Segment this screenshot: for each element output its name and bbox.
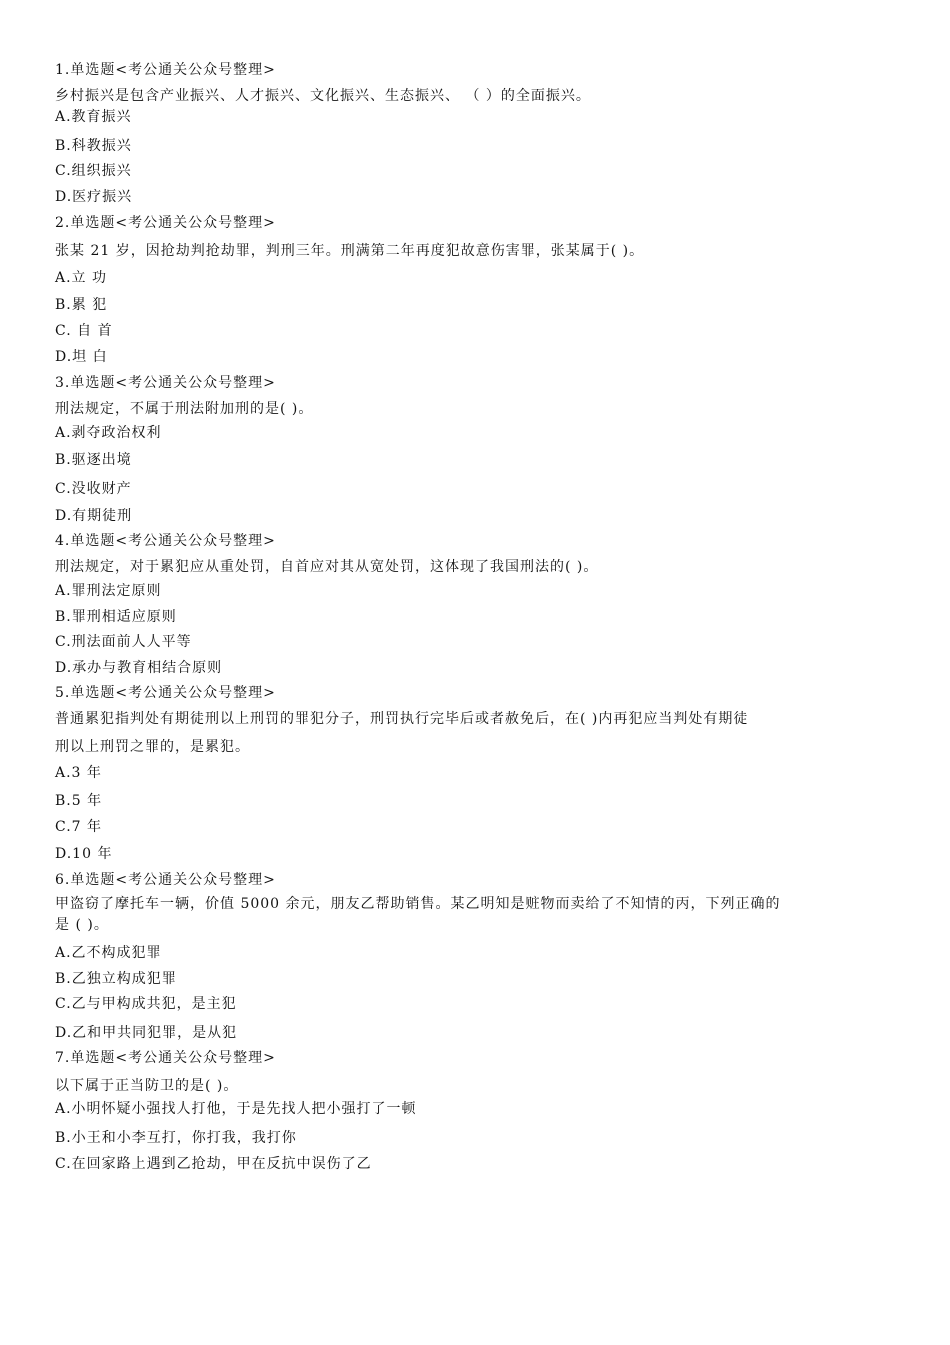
- question-1-option-c: C.组织振兴: [55, 163, 132, 179]
- question-2-option-b: B.累 犯: [55, 297, 108, 313]
- question-7-option-b: B.小王和小李互打，你打我，我打你: [55, 1130, 297, 1146]
- question-6-header: 6.单选题<考公通关公众号整理>: [55, 872, 276, 888]
- question-1-stem: 乡村振兴是包含产业振兴、人才振兴、文化振兴、生态振兴、 （ ）的全面振兴。: [55, 88, 591, 104]
- question-5-option-d: D.10 年: [55, 846, 113, 862]
- question-7-header: 7.单选题<考公通关公众号整理>: [55, 1050, 276, 1066]
- question-5-option-b: B.5 年: [55, 793, 103, 809]
- question-4-header: 4.单选题<考公通关公众号整理>: [55, 533, 276, 549]
- question-5-option-a: A.3 年: [55, 765, 102, 781]
- question-3-option-d: D.有期徒刑: [55, 508, 133, 524]
- question-2-option-c: C. 自 首: [55, 323, 113, 339]
- question-4-option-b: B.罪刑相适应原则: [55, 609, 177, 625]
- question-1-option-b: B.科教振兴: [55, 138, 132, 154]
- question-2-header: 2.单选题<考公通关公众号整理>: [55, 215, 276, 231]
- question-3-header: 3.单选题<考公通关公众号整理>: [55, 375, 276, 391]
- question-6-option-a: A.乙不构成犯罪: [55, 945, 162, 961]
- question-3-stem: 刑法规定，不属于刑法附加刑的是( )。: [55, 401, 314, 417]
- question-6-option-b: B.乙独立构成犯罪: [55, 971, 177, 987]
- question-7-option-c: C.在回家路上遇到乙抢劫，甲在反抗中误伤了乙: [55, 1156, 372, 1172]
- question-2-stem: 张某 21 岁，因抢劫判抢劫罪，判刑三年。刑满第二年再度犯故意伤害罪，张某属于( )。: [55, 243, 645, 259]
- question-2-option-a: A.立 功: [55, 270, 108, 286]
- question-5-option-c: C.7 年: [55, 819, 103, 835]
- question-6-stem-line-1: 甲盗窃了摩托车一辆，价值 5000 余元，朋友乙帮助销售。某乙明知是赃物而卖给了不知情的丙，下列正确的: [55, 896, 781, 912]
- question-4-stem: 刑法规定，对于累犯应从重处罚，自首应对其从宽处罚，这体现了我国刑法的( )。: [55, 559, 599, 575]
- question-5-header: 5.单选题<考公通关公众号整理>: [55, 685, 276, 701]
- question-3-option-c: C.没收财产: [55, 481, 132, 497]
- question-3-option-b: B.驱逐出境: [55, 452, 132, 468]
- question-6-option-d: D.乙和甲共同犯罪，是从犯: [55, 1025, 238, 1041]
- question-4-option-c: C.刑法面前人人平等: [55, 634, 192, 650]
- question-7-option-a: A.小明怀疑小强找人打他，于是先找人把小强打了一顿: [55, 1101, 417, 1117]
- question-1-option-a: A.教育振兴: [55, 109, 132, 125]
- question-4-option-a: A.罪刑法定原则: [55, 583, 162, 599]
- question-4-option-d: D.承办与教育相结合原则: [55, 660, 223, 676]
- question-3-option-a: A.剥夺政治权利: [55, 425, 162, 441]
- question-6-option-c: C.乙与甲构成共犯，是主犯: [55, 996, 237, 1012]
- question-1-header: 1.单选题<考公通关公众号整理>: [55, 62, 276, 78]
- question-5-stem-line-2: 刑以上刑罚之罪的，是累犯。: [55, 739, 250, 755]
- question-1-option-d: D.医疗振兴: [55, 189, 133, 205]
- question-2-option-d: D.坦 白: [55, 349, 108, 365]
- question-6-stem-line-2: 是 ( )。: [55, 917, 109, 933]
- question-7-stem: 以下属于正当防卫的是( )。: [55, 1078, 239, 1094]
- question-5-stem-line-1: 普通累犯指判处有期徒刑以上刑罚的罪犯分子，刑罚执行完毕后或者赦免后，在( )内再犯应当判处有期徒: [55, 711, 749, 727]
